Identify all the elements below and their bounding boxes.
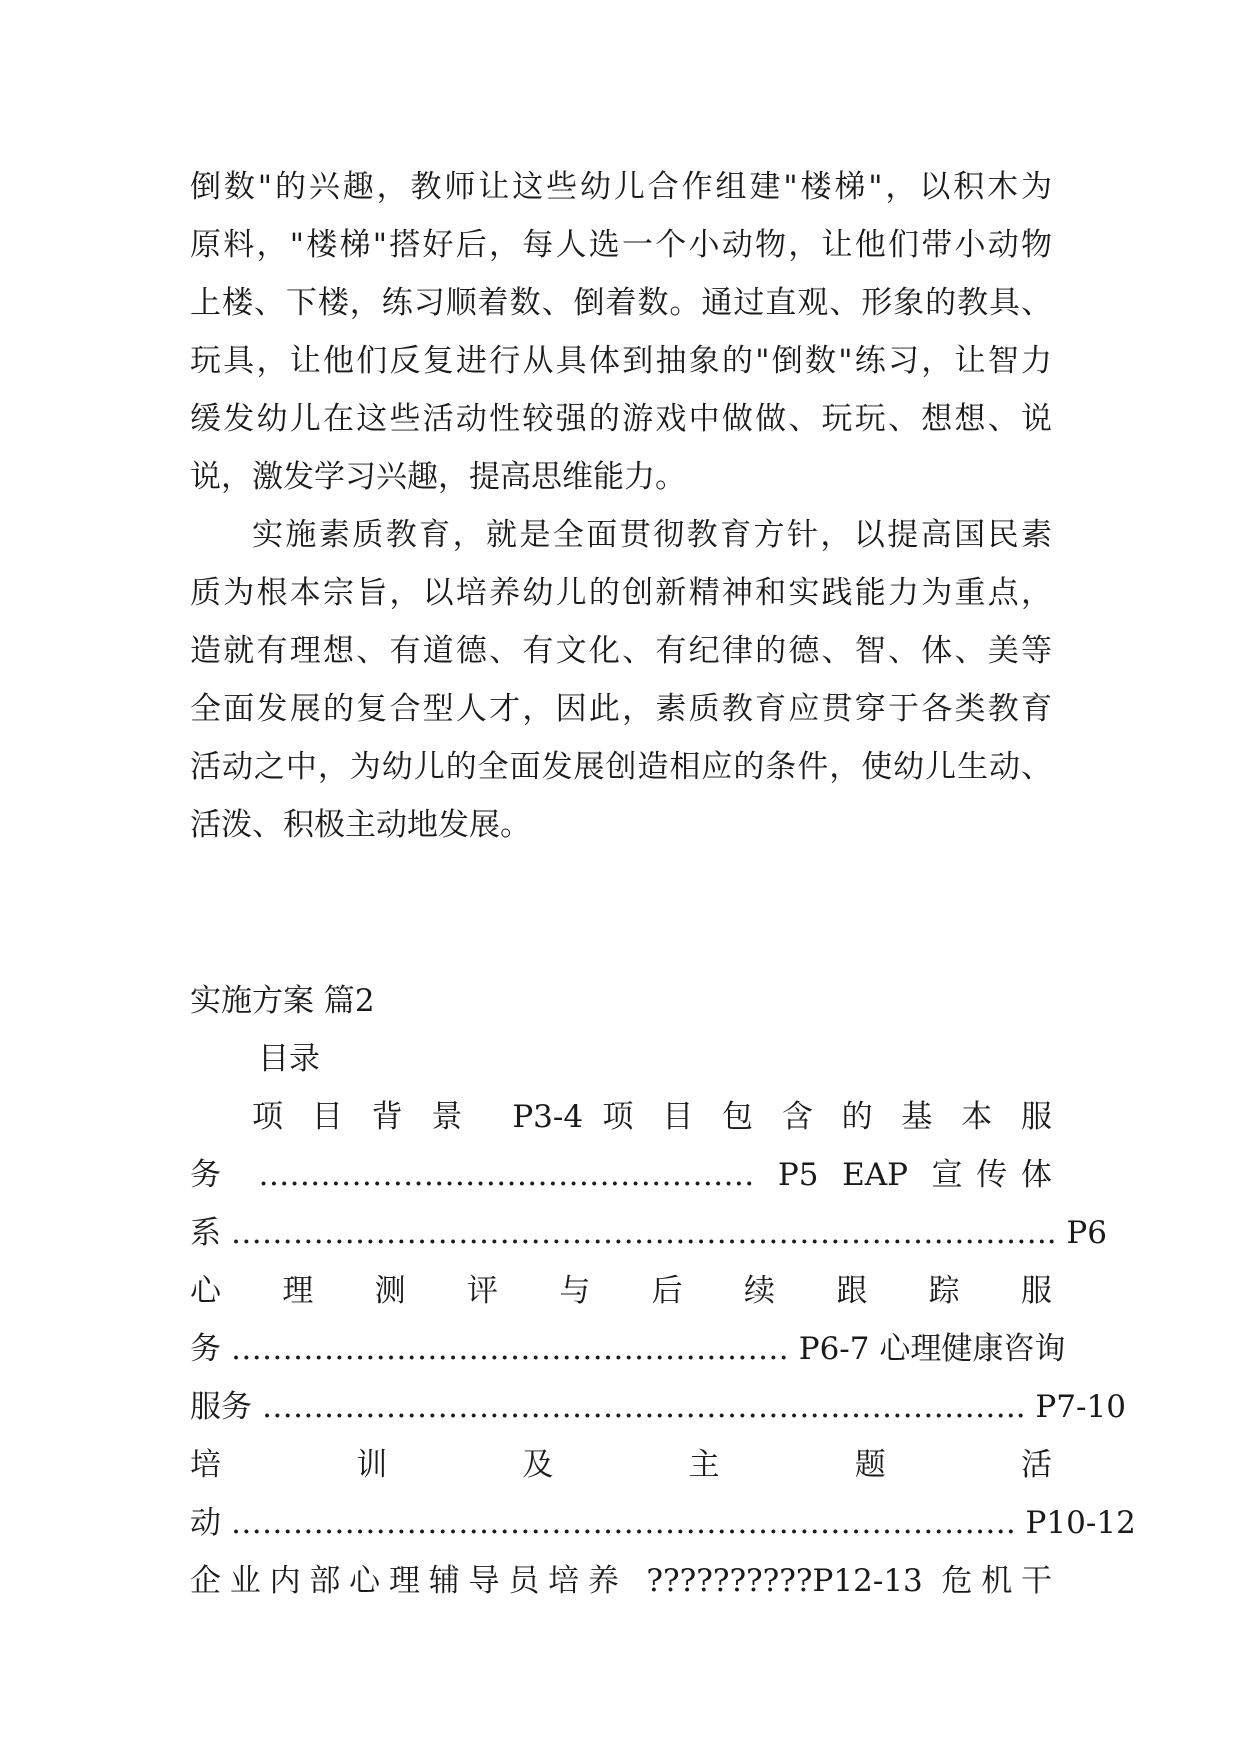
table-of-contents xyxy=(190,1088,1136,1610)
toc-line: 系 …………………………………………………………………….. P6 xyxy=(190,1215,1107,1251)
paragraph-counting-games xyxy=(190,158,1052,506)
section-title: 实施方案 篇2 xyxy=(190,983,375,1019)
paragraph-line: 实施素质教育，就是全面贯彻教育方针，以提高国民素 xyxy=(252,517,1052,553)
toc-line: 心 理 测 评 与 后 续 跟 踪 服 xyxy=(190,1273,1052,1309)
toc-line: 服务 ……………………………………………………………….. P7-10 xyxy=(190,1389,1126,1425)
paragraph-quality-education xyxy=(190,506,1052,854)
toc-line: 动 …………………………………………………………………. P10-12 xyxy=(190,1505,1136,1541)
toc-line: 项 目 背 景 P3-4 项 目 包 含 的 基 本 服 xyxy=(252,1099,1052,1135)
document-page xyxy=(190,158,1136,1610)
toc-line: 务 ……………………………………………… P6-7 心理健康咨询 xyxy=(190,1331,1066,1367)
paragraph-line: 原料，"楼梯"搭好后，每人选一个小动物，让他们带小动物 xyxy=(190,227,1052,263)
paragraph-line: 上楼、下楼，练习顺着数、倒着数。通过直观、形象的教具、 xyxy=(190,285,1052,321)
paragraph-line: 说，激发学习兴趣，提高思维能力。 xyxy=(190,459,686,495)
paragraph-line: 造就有理想、有道德、有文化、有纪律的德、智、体、美等 xyxy=(190,633,1052,669)
toc-line: 务 ………………………………………… P5 EAP 宣传体 xyxy=(190,1157,1052,1193)
paragraph-line: 质为根本宗旨，以培养幼儿的创新精神和实践能力为重点， xyxy=(190,575,1052,611)
paragraph-line: 玩具，让他们反复进行从具体到抽象的"倒数"练习，让智力 xyxy=(190,343,1052,379)
paragraph-line: 倒数"的兴趣，教师让这些幼儿合作组建"楼梯"，以积木为 xyxy=(190,169,1052,205)
section-spacer xyxy=(190,854,1052,972)
paragraph-line: 缓发幼儿在这些活动性较强的游戏中做做、玩玩、想想、说 xyxy=(190,401,1052,437)
paragraph-line: 活泼、积极主动地发展。 xyxy=(190,807,531,843)
paragraph-line: 全面发展的复合型人才，因此，素质教育应贯穿于各类教育 xyxy=(190,691,1052,727)
paragraph-line: 活动之中，为幼儿的全面发展创造相应的条件，使幼儿生动、 xyxy=(190,749,1052,785)
toc-line: 培 训 及 主 题 活 xyxy=(190,1447,1052,1483)
toc-line: 企业内部心理辅导员培养 ??????????P12-13 危机干 xyxy=(190,1563,1052,1599)
toc-heading: 目录 xyxy=(258,1041,320,1077)
